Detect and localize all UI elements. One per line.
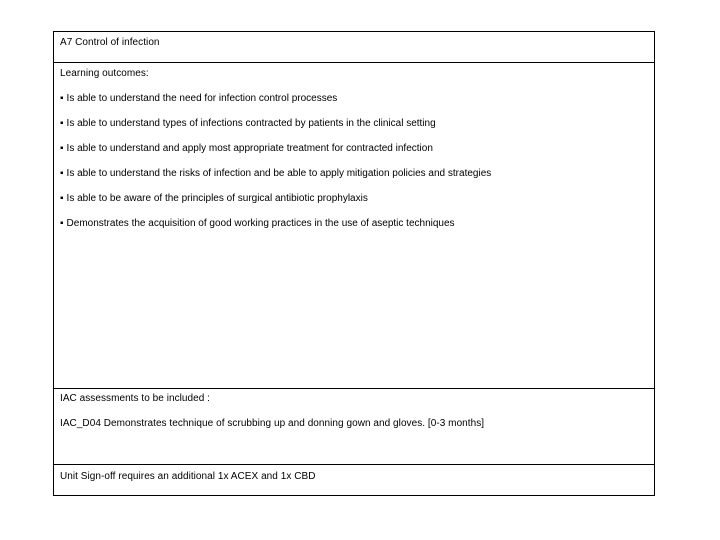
iac-item: IAC_D04 Demonstrates technique of scrubbing up and donning gown and gloves. [0-3 months] (60, 418, 485, 429)
unit-title: A7 Control of infection (60, 37, 160, 48)
iac-heading: IAC assessments to be included : (60, 393, 211, 404)
outcome-item (60, 168, 491, 180)
outcome-text: Demonstrates the acquisition of good working practices in the use of aseptic techniques (66, 218, 455, 229)
outcome-item (60, 118, 436, 130)
outcome-text: Is able to understand types of infections contracted by patients in the clinical setting (66, 118, 436, 129)
bullet-icon: ▪ (60, 118, 64, 129)
outcome-text: Is able to understand and apply most appropriate treatment for contracted infection (66, 143, 433, 154)
bullet-icon: ▪ (60, 143, 64, 154)
bullet-icon: ▪ (60, 193, 64, 204)
outcome-text: Is able to be aware of the principles of surgical antibiotic prophylaxis (66, 193, 368, 204)
bullet-icon: ▪ (60, 168, 64, 179)
outcome-text: Is able to understand the need for infection control processes (66, 93, 338, 104)
outcome-item (60, 193, 368, 205)
iac-row (54, 388, 654, 464)
learning-outcomes-heading: Learning outcomes: (60, 68, 149, 79)
bullet-icon: ▪ (60, 218, 64, 229)
curriculum-table (53, 31, 655, 496)
outcome-text: Is able to understand the risks of infection and be able to apply mitigation policies and strategies (66, 168, 492, 179)
bullet-icon: ▪ (60, 93, 64, 104)
learning-outcomes-row (54, 62, 654, 388)
title-row (54, 32, 654, 62)
signoff-text: Unit Sign-off requires an additional 1x ACEX and 1x CBD (60, 471, 316, 482)
signoff-row (54, 464, 654, 496)
outcome-item (60, 143, 433, 155)
outcome-item (60, 93, 337, 105)
outcome-item (60, 218, 455, 230)
